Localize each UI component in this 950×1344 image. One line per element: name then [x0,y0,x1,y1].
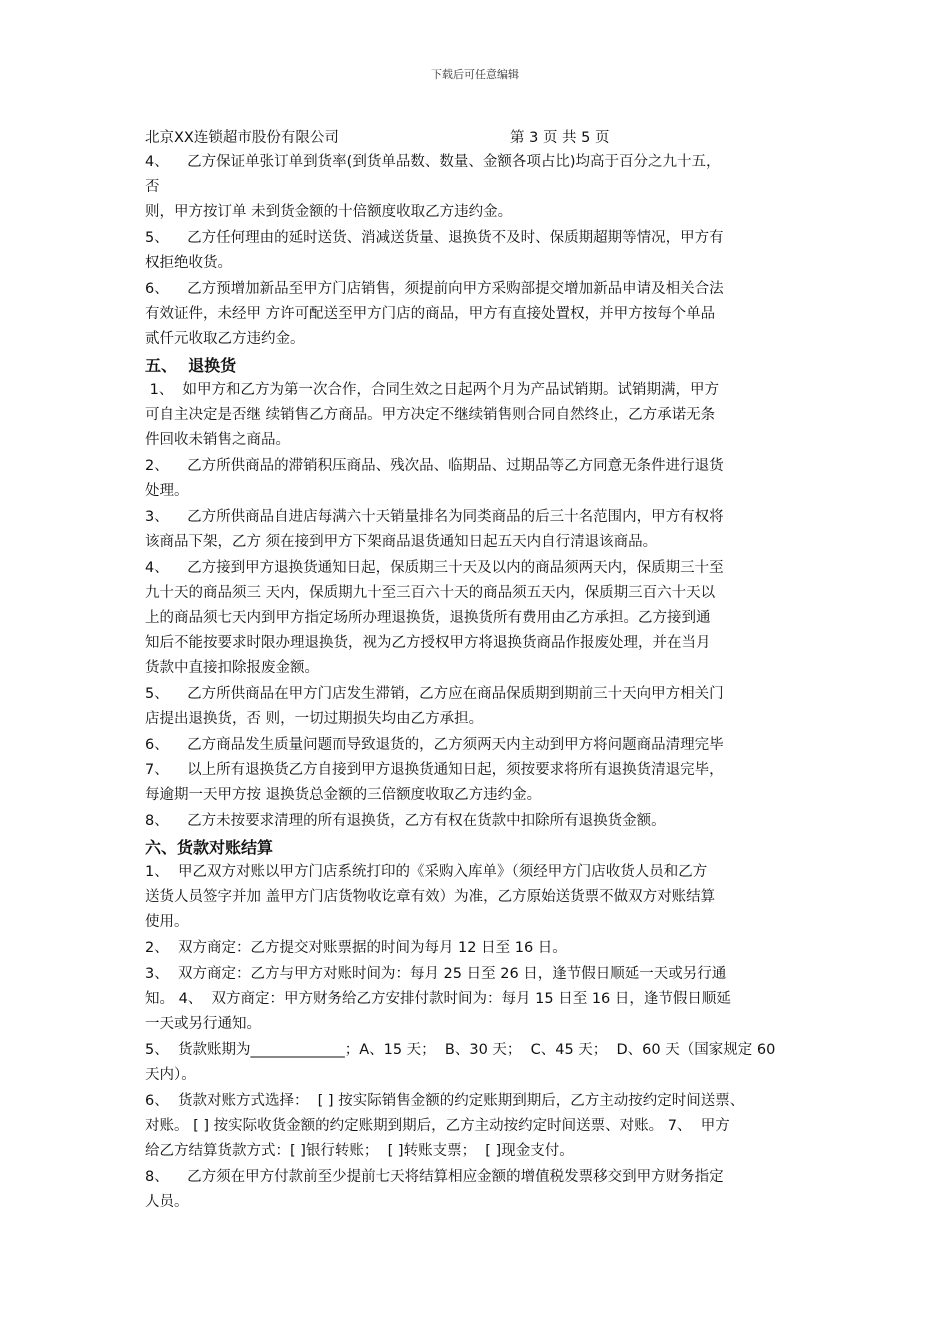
text-line: 1、 如甲方和乙方为第一次合作，合同生效之日起两个月为产品试销期。试销期满，甲方 [145,382,720,398]
text-line: 2、 双方商定：乙方提交对账票据的时间为每月 12 日至 16 日。 [145,940,567,956]
text-line: 5、 乙方所供商品在甲方门店发生滞销，乙方应在商品保质期到期前三十天向甲方相关门 [145,686,724,702]
paragraph [145,809,820,834]
text-line: 否 [145,179,160,195]
text-line: 6、 乙方预增加新品至甲方门店销售，须提前向甲方采购部提交增加新品申请及相关合法 [145,281,724,297]
text-line: 处理。 [145,483,189,499]
section-heading [145,353,820,378]
text-line: 1、 甲乙双方对账以甲方门店系统打印的《采购入库单》（须经甲方门店收货人员和乙方 [145,864,708,880]
text-line: 4、 乙方接到甲方退换货通知日起，保质期三十天及以内的商品须两天内，保质期三十至 [145,560,724,576]
paragraph [145,962,820,1037]
paragraph [145,1089,820,1164]
text-line: 每逾期一天甲方按 退换货总金额的三倍额度收取乙方违约金。 [145,787,542,803]
text-line: 给乙方结算货款方式：[ ]银行转账； [ ]转账支票； [ ]现金支付。 [145,1143,574,1159]
text-line: 送货人员签字并加 盖甲方门店货物收讫章有效）为准，乙方原始送货票不做双方对账结算 [145,889,716,905]
paragraph [145,733,820,808]
company-name: 北京XX连锁超市股份有限公司 [145,130,339,146]
text-line: 六、货款对账结算 [145,838,274,857]
text-line: 4、 乙方保证单张订单到货率(到货单品数、数量、金额各项占比)均高于百分之九十五， [145,154,721,170]
text-line: 5、 乙方任何理由的延时送货、消减送货量、退换货不及时、保质期超期等情况，甲方有 [145,230,724,246]
text-line: 7、 以上所有退换货乙方自接到甲方退换货通知日起，须按要求将所有退换货清退完毕， [145,762,724,778]
text-line: 8、 乙方未按要求清理的所有退换货，乙方有权在货款中扣除所有退换货金额。 [145,813,666,829]
paragraph [145,936,820,961]
paragraph [145,454,820,504]
text-line: 五、 退换货 [145,356,237,375]
text-line: 6、 乙方商品发生质量问题而导致退货的，乙方须两天内主动到甲方将问题商品清理完毕 [145,737,724,753]
text-line: 天内）。 [145,1067,196,1083]
text-line: 对账。 [ ] 按实际收货金额的约定账期到期后，乙方主动按约定时间送票、对账。 7、 甲方 [145,1118,730,1134]
text-line: 该商品下架，乙方 须在接到甲方下架商品退货通知日起五天内自行清退该商品。 [145,534,658,550]
text-line: 使用。 [145,914,189,930]
text-line: 有效证件，未经甲 方许可配送至甲方门店的商品，甲方有直接处置权，并甲方按每个单品 [145,306,716,322]
document-body [145,150,820,1216]
text-line: 5、 货款账期为_____________；A、15 天； B、30 天； C、45 天； D、60 天（国家规定 60 [145,1042,776,1058]
paragraph [145,378,820,453]
paragraph [145,1165,820,1215]
text-line: 6、 货款对账方式选择： [ ] 按实际销售金额的约定账期到期后，乙方主动按约定时间送票、 [145,1093,745,1109]
paragraph [145,682,820,732]
text-line: 一天或另行通知。 [145,1016,261,1032]
text-line: 权拒绝收货。 [145,255,232,271]
paragraph [145,150,820,225]
page-number: 第 3 页 共 5 页 [510,130,610,146]
text-line: 3、 双方商定：乙方与甲方对账时间为：每月 25 日至 26 日，逢节假日顺延一天或另行通 [145,966,727,982]
watermark-text: 下载后可任意编辑 [431,68,519,81]
text-line: 8、 乙方须在甲方付款前至少提前七天将结算相应金额的增值税发票移交到甲方财务指定 [145,1169,724,1185]
text-line: 知后不能按要求时限办理退换货，视为乙方授权甲方将退换货商品作报废处理，并在当月 [145,635,711,651]
paragraph [145,277,820,352]
text-line: 件回收未销售之商品。 [145,432,290,448]
paragraph [145,860,820,935]
paragraph [145,556,820,681]
paragraph [145,1038,820,1088]
text-line: 贰仟元收取乙方违约金。 [145,331,305,347]
paragraph [145,226,820,276]
text-line: 上的商品须七天内到甲方指定场所办理退换货，退换货所有费用由乙方承担。乙方接到通 [145,610,711,626]
text-line: 人员。 [145,1194,189,1210]
text-line: 店提出退换货，否 则，一切过期损失均由乙方承担。 [145,711,484,727]
page-header [145,126,845,148]
text-line: 2、 乙方所供商品的滞销积压商品、残次品、临期品、过期品等乙方同意无条件进行退货 [145,458,724,474]
section-heading [145,835,820,860]
text-line: 货款中直接扣除报废金额。 [145,660,319,676]
text-line: 可自主决定是否继 续销售乙方商品。甲方决定不继续销售则合同自然终止，乙方承诺无条 [145,407,716,423]
paragraph [145,505,820,555]
text-line: 九十天的商品须三 天内，保质期九十至三百六十天的商品须五天内，保质期三百六十天以 [145,585,716,601]
text-line: 3、 乙方所供商品自进店每满六十天销量排名为同类商品的后三十名范围内，甲方有权将 [145,509,724,525]
text-line: 知。 4、 双方商定：甲方财务给乙方安排付款时间为：每月 15 日至 16 日，逢节假日顺延 [145,991,731,1007]
text-line: 则，甲方按订单 未到货金额的十倍额度收取乙方违约金。 [145,204,513,220]
